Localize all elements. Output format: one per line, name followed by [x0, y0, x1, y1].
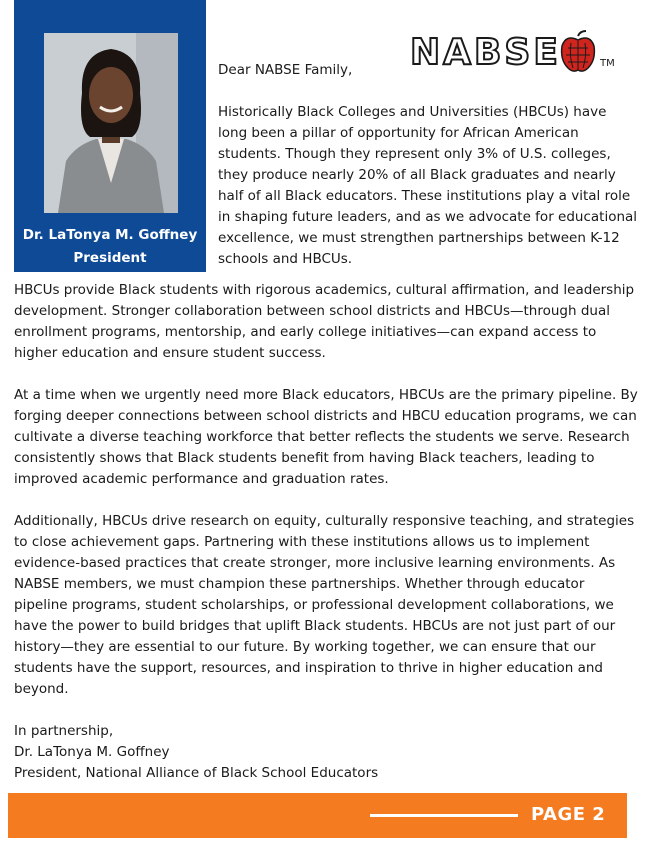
letter-closing — [14, 721, 640, 784]
intro-paragraph: Historically Black Colleges and Universities (HBCUs) have long been a pillar of opportunity for African American students. Though they represent only 3% of U.S. colleges, they produce nearly 20% of all Black graduates and nearly half of all Black educators. These institutions play a vital role in shaping future leaders, and as we advocate for educational excellence, we must strengthen partnerships between K-12 schools and HBCUs. — [218, 104, 638, 267]
author-name: Dr. LaTonya M. Goffney — [22, 227, 198, 243]
letter-body — [14, 280, 640, 784]
trademark-mark: TM — [600, 58, 615, 69]
letter-intro — [218, 60, 638, 270]
author-name-block — [14, 224, 206, 270]
author-photo — [44, 33, 178, 213]
page-number: PAGE 2 — [531, 804, 606, 825]
body-paragraph-3: Additionally, HBCUs drive research on equity, culturally responsive teaching, and strategies to close achievement gaps. Partnering with these institutions allows us to implement evidence-based practices that create stronger, more inclusive learning environments. As NABSE members, we must champion these partnerships. Whether through educator pipeline programs, student scholarships, or professional development collaborations, we have the power to build bridges that uplift Black students. HBCUs are not just part of our history—they are essential to our future. By working together, we can ensure that our students have the support, resources, and inspiration to thrive in higher education and beyond. — [14, 513, 635, 697]
portrait-photo-icon — [44, 33, 178, 213]
body-paragraph-1: HBCUs provide Black students with rigorous academics, cultural affirmation, and leadership development. Stronger collaboration between school districts and HBCUs—through dual enrollment programs, mentorship, and early college initiatives—can expand access to higher education and ensure student success. — [14, 282, 635, 361]
letter-greeting: Dear NABSE Family, — [218, 62, 353, 78]
body-paragraph-2: At a time when we urgently need more Black educators, HBCUs are the primary pipeline. By forging deeper connections between school districts and HBCU education programs, we can cultivate a diverse teaching workforce that better reflects the students we serve. Research consistently shows that Black students benefit from having Black teachers, leading to improved academic performance and graduation rates. — [14, 387, 638, 487]
closing-signoff: In partnership, — [14, 723, 114, 739]
closing-signer-title: President, National Alliance of Black School Educators — [14, 765, 379, 781]
closing-signer: Dr. LaTonya M. Goffney — [14, 744, 170, 760]
author-title: President — [73, 250, 147, 266]
footer-rule — [370, 814, 518, 817]
logo-wordmark: NABSE — [410, 32, 561, 73]
page-footer — [8, 793, 627, 838]
